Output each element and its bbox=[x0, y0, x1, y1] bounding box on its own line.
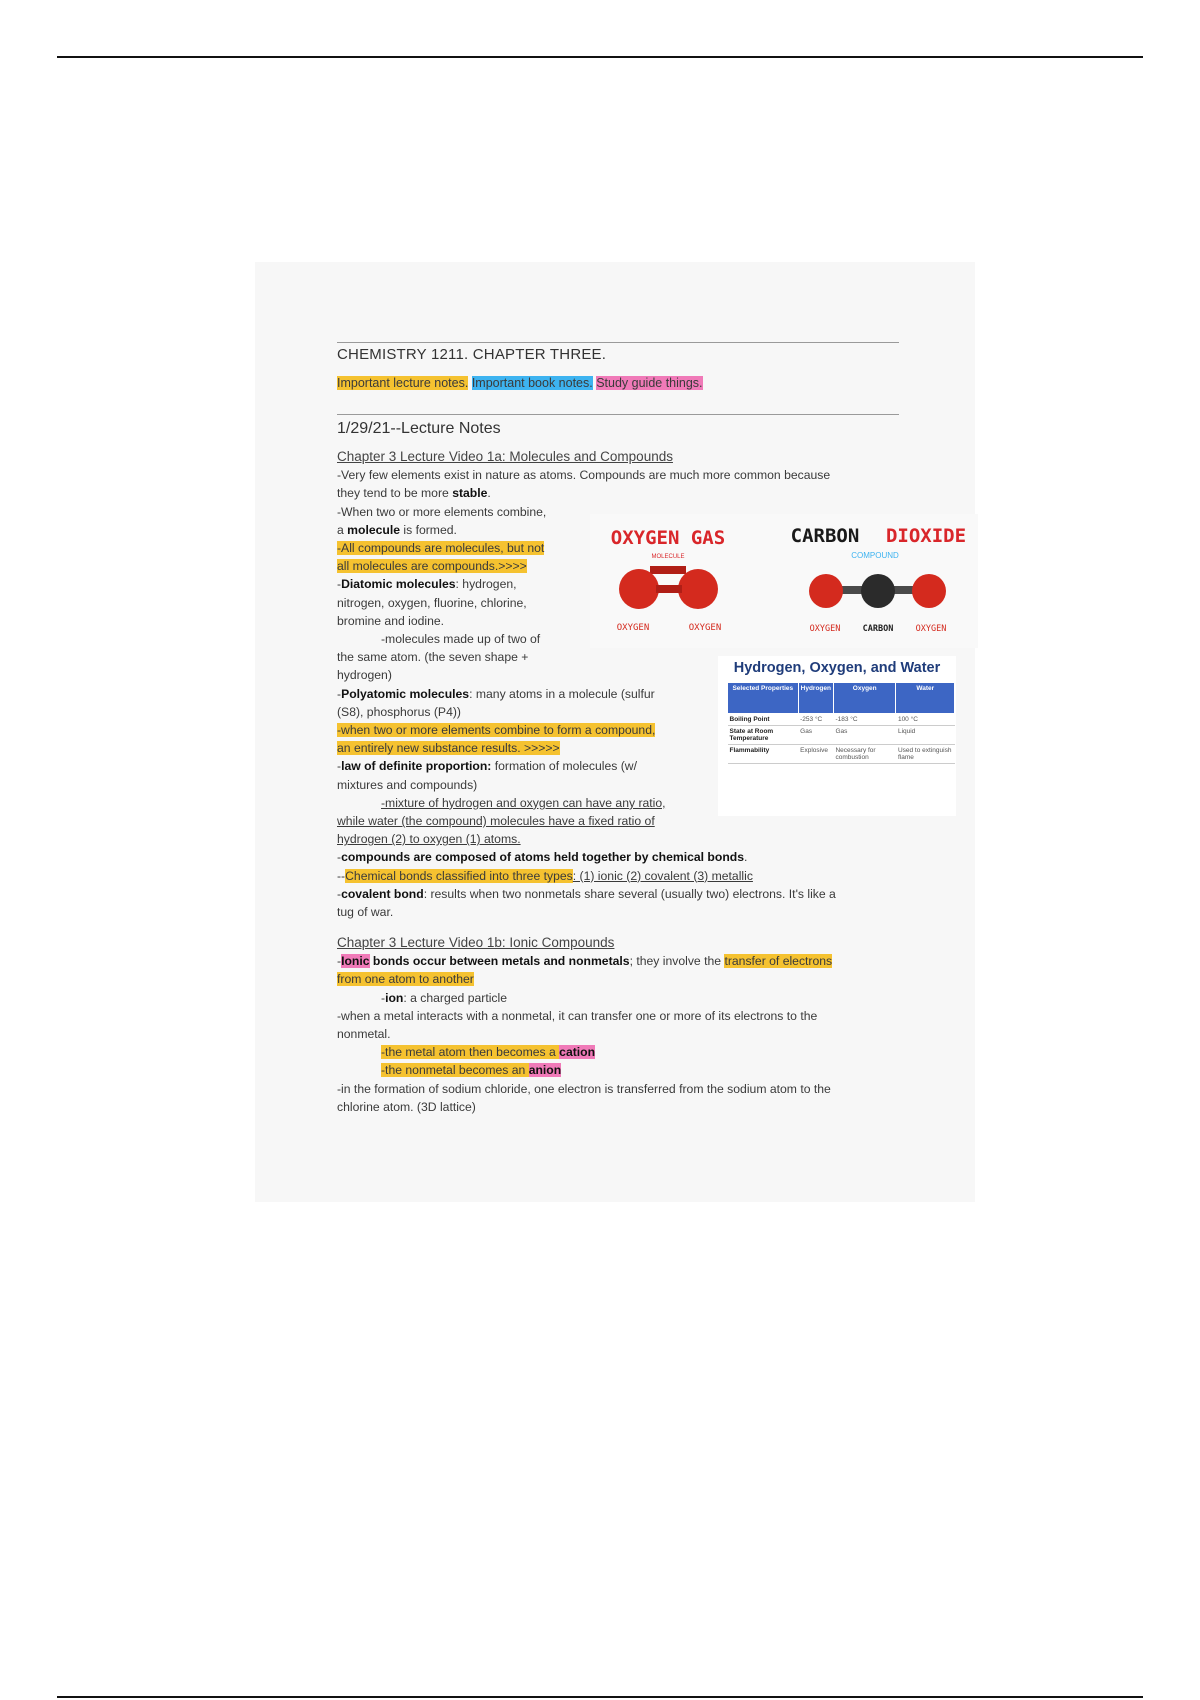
para: -when a metal interacts with a nonmetal, it can transfer one or more of its electrons to the bbox=[337, 1008, 818, 1023]
date-heading: 1/29/21--Lecture Notes bbox=[337, 420, 501, 437]
table-header: Water bbox=[896, 683, 955, 714]
title-top-rule bbox=[337, 342, 899, 343]
section-1-heading: Chapter 3 Lecture Video 1a: Molecules and Compounds bbox=[337, 449, 673, 464]
co2-subtitle: COMPOUND bbox=[851, 551, 899, 560]
label-carbon: CARBON bbox=[862, 624, 894, 634]
para: nonmetal. bbox=[337, 1027, 391, 1042]
legend-rule bbox=[337, 414, 899, 415]
para: -ion: a charged particle bbox=[381, 990, 507, 1005]
para: --Chemical bonds classified into three types: (1) ionic (2) covalent (3) metallic bbox=[337, 868, 753, 883]
molecule-diagram bbox=[590, 514, 978, 648]
para: -the metal atom then becomes a cation bbox=[381, 1045, 596, 1060]
oxygen-bond bbox=[650, 566, 686, 574]
label-oxygen-4: OXYGEN bbox=[915, 624, 947, 634]
para: mixtures and compounds) bbox=[337, 777, 478, 792]
para: (S8), phosphorus (P4)) bbox=[337, 704, 461, 719]
para: -Very few elements exist in nature as atoms. Compounds are much more common because bbox=[337, 468, 831, 483]
para: -the nonmetal becomes an anion bbox=[381, 1063, 562, 1078]
h2o-properties-figure bbox=[718, 656, 956, 816]
para: the same atom. (the seven shape + bbox=[337, 650, 529, 665]
oxygen-double-bond bbox=[656, 585, 682, 593]
highlight-note: an entirely new substance results. >>>>> bbox=[337, 741, 560, 756]
para: -Ionic bonds occur between metals and nonmetals; they involve the transfer of electrons bbox=[337, 954, 833, 969]
label-oxygen-3: OXYGEN bbox=[809, 624, 841, 634]
h2o-table-title: Hydrogen, Oxygen, and Water bbox=[733, 660, 941, 676]
document-title: CHEMISTRY 1211. CHAPTER THREE. bbox=[337, 346, 607, 363]
label-oxygen-2: OXYGEN bbox=[688, 623, 722, 633]
para: -molecules made up of two of bbox=[381, 632, 541, 647]
para: a molecule is formed. bbox=[337, 522, 457, 537]
legend-study: Study guide things. bbox=[596, 376, 703, 390]
legend-book: Important book notes. bbox=[471, 376, 593, 390]
para: tug of war. bbox=[337, 905, 394, 920]
oxygen-gas-title: OXYGEN GAS bbox=[610, 527, 726, 549]
co2-oxygen-right bbox=[912, 574, 946, 608]
table-row: State at Room Temperature Gas Gas Liquid bbox=[728, 726, 955, 745]
legend-lecture: Important lecture notes. bbox=[337, 376, 469, 390]
co2-carbon bbox=[861, 574, 895, 608]
table-row: Boiling Point -253 °C -183 °C 100 °C bbox=[728, 714, 955, 726]
table-header: Hydrogen bbox=[798, 683, 833, 714]
highlight-note: -All compounds are molecules, but not bbox=[337, 541, 545, 556]
para: -covalent bond: results when two nonmetals share several (usually two) electrons. It's like a bbox=[337, 886, 836, 901]
section-2-heading: Chapter 3 Lecture Video 1b: Ionic Compounds bbox=[337, 935, 615, 950]
para: -Diatomic molecules: hydrogen, bbox=[337, 577, 517, 592]
para: -compounds are composed of atoms held together by chemical bonds. bbox=[337, 850, 748, 865]
table-row: Flammability Explosive Necessary for combustion Used to extinguish flame bbox=[728, 745, 955, 764]
oxygen-gas-subtitle: MOLECULE bbox=[651, 554, 685, 560]
h2o-properties-table bbox=[727, 682, 955, 764]
para: they tend to be more stable. bbox=[337, 486, 491, 501]
para: nitrogen, oxygen, fluorine, chlorine, bbox=[337, 595, 527, 610]
molecule-diagram-svg bbox=[590, 514, 978, 648]
label-oxygen-1: OXYGEN bbox=[616, 623, 650, 633]
para: bromine and iodine. bbox=[337, 613, 445, 628]
para: chlorine atom. (3D lattice) bbox=[337, 1099, 476, 1114]
section-2 bbox=[337, 934, 897, 1116]
oxygen-atom-2 bbox=[678, 569, 718, 609]
co2-title-carbon: CARBON bbox=[790, 525, 860, 547]
co2-oxygen-left bbox=[809, 574, 843, 608]
highlight-note: from one atom to another bbox=[337, 972, 474, 987]
para: -When two or more elements combine, bbox=[337, 504, 547, 519]
table-header: Oxygen bbox=[833, 683, 895, 714]
highlight-note: all molecules are compounds.>>>> bbox=[337, 559, 527, 574]
para: hydrogen) bbox=[337, 668, 392, 683]
oxygen-atom-1 bbox=[619, 569, 659, 609]
highlight-note: -when two or more elements combine to form a compound, bbox=[337, 723, 656, 738]
co2-title-dioxide: DIOXIDE bbox=[885, 525, 967, 547]
para: -in the formation of sodium chloride, one electron is transferred from the sodium atom to the bbox=[337, 1081, 831, 1096]
highlight-legend bbox=[337, 376, 703, 390]
para: -law of definite proportion: formation of molecules (w/ bbox=[337, 759, 637, 774]
para: -mixture of hydrogen and oxygen can have any ratio, bbox=[381, 795, 666, 810]
bottom-rule bbox=[57, 1696, 1143, 1698]
top-rule bbox=[57, 56, 1143, 58]
table-header: Selected Properties bbox=[728, 683, 799, 714]
para: hydrogen (2) to oxygen (1) atoms. bbox=[337, 832, 521, 847]
para: while water (the compound) molecules have a fixed ratio of bbox=[337, 814, 655, 829]
para: -Polyatomic molecules: many atoms in a molecule (sulfur bbox=[337, 686, 655, 701]
